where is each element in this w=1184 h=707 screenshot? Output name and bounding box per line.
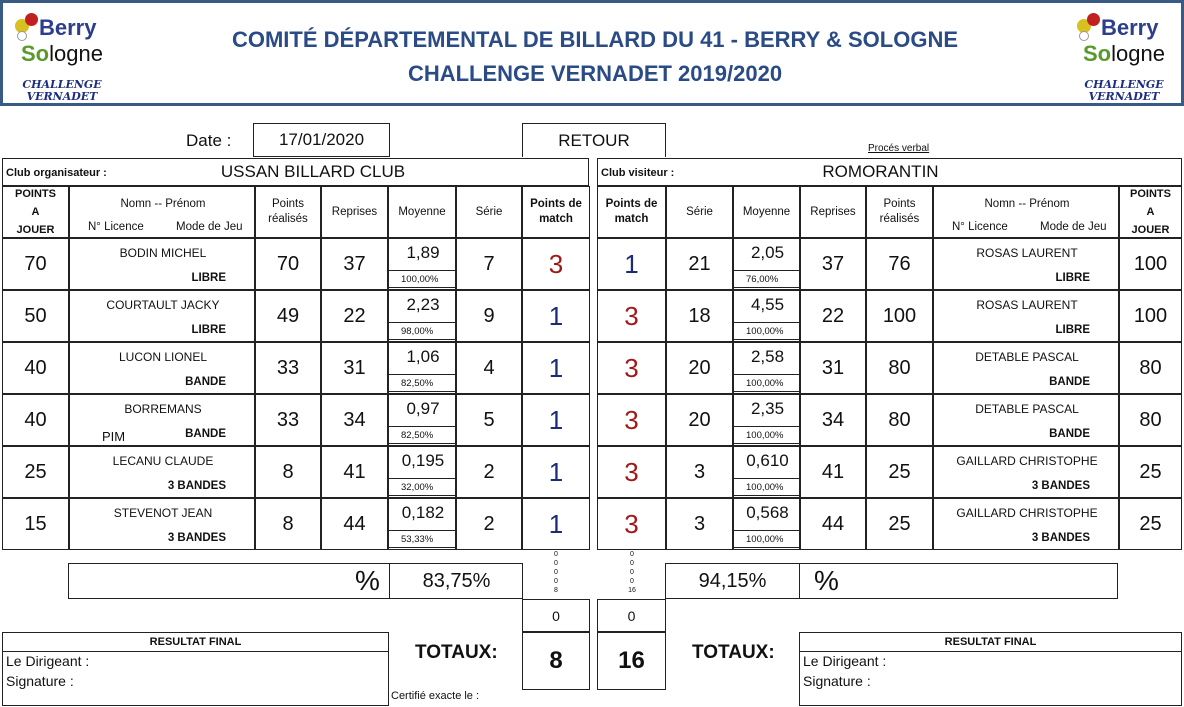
home-mini-value: 0 (554, 560, 558, 567)
visitor-moyenne-cell (733, 394, 800, 446)
home-reprises: 44 (321, 498, 388, 550)
visitor-reprises: 31 (800, 342, 866, 394)
home-serie-header: Série (456, 186, 522, 238)
home-mini-value: 0 (554, 551, 558, 558)
home-player-cell (69, 498, 255, 550)
home-player-cell (69, 290, 255, 342)
logo-berry-text: Berry (1101, 15, 1159, 40)
berry-sologne-logo-right (1069, 9, 1179, 101)
player-name: LUCON LIONEL (118, 350, 208, 364)
player-name: LECANU CLAUDE (112, 454, 214, 468)
visitor-points-match: 3 (597, 394, 666, 446)
mode-header: Mode de Jeu (176, 221, 243, 233)
visitor-points-match-header-line: match (614, 213, 649, 225)
visitor-points-a-jouer-header-line: JOUER (1131, 224, 1170, 236)
player-name: DETABLE PASCAL (975, 402, 1079, 416)
home-result-label: RESULTAT FINAL (149, 636, 242, 648)
home-reprises: 34 (321, 394, 388, 446)
visitor-points-realises: 80 (866, 342, 933, 394)
licence-header: N° Licence (88, 221, 144, 233)
visitor-totals-area (666, 632, 800, 706)
player-mode: 3 BANDES (167, 480, 226, 492)
home-moyenne-cell (388, 342, 456, 394)
player-mode: LIBRE (1055, 324, 1090, 336)
visitor-points-a-jouer: 25 (1119, 446, 1182, 498)
home-points-a-jouer: 40 (2, 394, 69, 446)
home-percent-row (68, 563, 523, 599)
home-club-name: USSAN BILLARD CLUB (220, 162, 406, 181)
moyenne-percent: 98,00% (388, 322, 456, 340)
visitor-points-match: 1 (597, 238, 666, 290)
home-points-realises: 8 (255, 446, 321, 498)
player-name: BORREMANS (124, 402, 202, 416)
moyenne-value: 0,568 (746, 503, 789, 522)
visitor-dirigeant-label: Le Dirigeant : (803, 653, 887, 669)
visitor-signature-label: Signature : (803, 673, 871, 689)
player-mode: LIBRE (1055, 272, 1090, 284)
home-points-a-jouer: 15 (2, 498, 69, 550)
home-points-a-jouer: 70 (2, 238, 69, 290)
home-points-a-jouer-header-line: A (31, 206, 40, 218)
home-reprises-header: Reprises (321, 186, 388, 238)
visitor-points-realises: 25 (866, 446, 933, 498)
moyenne-value: 0,182 (401, 503, 445, 522)
home-points-realises: 33 (255, 394, 321, 446)
home-points-match: 1 (522, 394, 590, 446)
visitor-player-cell (933, 498, 1119, 550)
player-mode: LIBRE (191, 324, 226, 336)
visitor-mini-value: 16 (628, 587, 636, 594)
visitor-points-match-header-line: Points de (605, 198, 658, 210)
home-points-a-jouer-header-line: POINTS (15, 188, 56, 200)
home-points-realises: 49 (255, 290, 321, 342)
visitor-reprises-header: Reprises (800, 186, 866, 238)
visitor-moyenne-cell (733, 290, 800, 342)
visitor-points-match: 3 (597, 498, 666, 550)
home-points-match: 1 (522, 290, 590, 342)
home-player-cell (69, 394, 255, 446)
home-total-label: TOTAUX: (415, 642, 498, 663)
logo-sologne-text: Sologne (21, 41, 103, 66)
visitor-points-realises: 76 (866, 238, 933, 290)
moyenne-percent: 32,00% (388, 478, 456, 496)
nom-prenom-header: Nomn -- Prénom (120, 198, 206, 210)
visitor-total-value: 16 (597, 632, 666, 690)
home-points-a-jouer: 50 (2, 290, 69, 342)
moyenne-value: 0,610 (746, 451, 789, 470)
moyenne-percent: 82,50% (388, 426, 456, 444)
visitor-club-row (597, 158, 1182, 186)
visitor-points-match: 3 (597, 342, 666, 394)
certifie-label: Certifié exacte le : (391, 690, 480, 702)
moyenne-value: 0,97 (406, 399, 440, 418)
visitor-club-name: ROMORANTIN (822, 162, 939, 181)
home-result-box (2, 632, 389, 706)
home-mini-value: 0 (554, 578, 558, 585)
visitor-reprises: 41 (800, 446, 866, 498)
home-moyenne-header: Moyenne (388, 186, 456, 238)
visitor-points-match: 3 (597, 290, 666, 342)
home-club-row (2, 158, 589, 186)
visitor-points-a-jouer-header-line: POINTS (1130, 188, 1171, 200)
visitor-player-cell (933, 342, 1119, 394)
visitor-points-realises: 100 (866, 290, 933, 342)
visitor-player-cell (933, 446, 1119, 498)
visitor-points-a-jouer-header (1119, 186, 1182, 238)
moyenne-percent: 100,00% (733, 322, 800, 340)
visitor-points-a-jouer: 25 (1119, 498, 1182, 550)
home-points-match: 1 (522, 446, 590, 498)
moyenne-value: 2,58 (750, 347, 785, 366)
home-dirigeant-label: Le Dirigeant : (6, 653, 90, 669)
player-name: DETABLE PASCAL (975, 350, 1079, 364)
visitor-points-realises-header (866, 186, 933, 238)
home-player-cell (69, 342, 255, 394)
home-points-realises: 33 (255, 342, 321, 394)
date-label: Date : (186, 131, 232, 150)
nom-prenom-header: Nomn -- Prénom (984, 198, 1070, 210)
visitor-points-a-jouer: 100 (1119, 238, 1182, 290)
logo-vernadet-text: VERNADET (1088, 90, 1160, 103)
home-name-header (69, 186, 255, 238)
home-moyenne-cell (388, 238, 456, 290)
visitor-moyenne-cell (733, 446, 800, 498)
home-player-cell (69, 446, 255, 498)
home-moyenne-cell (388, 290, 456, 342)
moyenne-value: 1,06 (406, 347, 440, 366)
home-reprises: 31 (321, 342, 388, 394)
licence-header: N° Licence (952, 221, 1008, 233)
visitor-reprises: 34 (800, 394, 866, 446)
moyenne-value: 2,35 (750, 399, 785, 418)
visitor-points-a-jouer: 80 (1119, 342, 1182, 394)
visitor-serie: 20 (666, 342, 733, 394)
home-mini-value: 8 (554, 587, 558, 594)
home-moyenne-cell (388, 446, 456, 498)
logo-berry-text: Berry (39, 15, 97, 40)
visitor-name-header (933, 186, 1119, 238)
home-serie: 9 (456, 290, 522, 342)
home-points-match-header (522, 186, 590, 238)
visitor-percent-row (665, 563, 1118, 599)
visitor-zero-cell: 0 (597, 599, 666, 632)
visitor-points-realises: 25 (866, 498, 933, 550)
visitor-serie: 20 (666, 394, 733, 446)
player-name: ROSAS LAURENT (976, 246, 1078, 260)
home-serie: 7 (456, 238, 522, 290)
home-points-match-header-line: match (539, 213, 573, 225)
moyenne-value: 2,23 (406, 295, 440, 314)
moyenne-percent: 100,00% (733, 530, 800, 548)
player-mode: BANDE (1049, 428, 1090, 440)
visitor-moyenne-cell (733, 342, 800, 394)
player-name: STEVENOT JEAN (113, 506, 213, 520)
visitor-player-cell (933, 238, 1119, 290)
player-mode: 3 BANDES (167, 532, 226, 544)
player-name: COURTAULT JACKY (106, 298, 220, 312)
visitor-result-box (799, 632, 1182, 706)
moyenne-value: 1,89 (406, 243, 440, 262)
logo-sologne-text: Sologne (1083, 41, 1165, 66)
visitor-result-label: RESULTAT FINAL (944, 636, 1037, 648)
visitor-mini-value: 0 (630, 569, 634, 576)
moyenne-percent: 76,00% (733, 270, 800, 288)
moyenne-percent: 100,00% (733, 374, 800, 392)
home-points-match: 1 (522, 498, 590, 550)
moyenne-percent: 100,00% (733, 478, 800, 496)
visitor-reprises: 22 (800, 290, 866, 342)
visitor-serie: 21 (666, 238, 733, 290)
title-line-1: COMITÉ DÉPARTEMENTAL DE BILLARD DU 41 - BERRY & SOLOGNE (231, 27, 959, 52)
home-points-match: 1 (522, 342, 590, 394)
home-points-a-jouer: 40 (2, 342, 69, 394)
home-points-a-jouer: 25 (2, 446, 69, 498)
home-club-label: Club organisateur : (6, 167, 107, 179)
home-reprises: 37 (321, 238, 388, 290)
home-reprises: 22 (321, 290, 388, 342)
logo-vernadet-text: VERNADET (26, 90, 98, 103)
visitor-points-match: 3 (597, 446, 666, 498)
home-serie: 2 (456, 498, 522, 550)
home-totals-area (389, 632, 522, 706)
visitor-points-a-jouer: 80 (1119, 394, 1182, 446)
visitor-player-cell (933, 394, 1119, 446)
home-serie: 4 (456, 342, 522, 394)
home-points-realises-header-line: Points (272, 198, 304, 210)
moyenne-value: 4,55 (750, 295, 785, 314)
visitor-serie: 3 (666, 446, 733, 498)
moyenne-percent: 53,33% (388, 530, 456, 548)
visitor-reprises: 37 (800, 238, 866, 290)
visitor-moyenne-header: Moyenne (733, 186, 800, 238)
home-player-cell (69, 238, 255, 290)
moyenne-percent: 82,50% (388, 374, 456, 392)
moyenne-value: 0,195 (401, 451, 445, 470)
player-mode: 3 BANDES (1031, 532, 1090, 544)
home-total-value: 8 (522, 632, 590, 690)
home-serie: 5 (456, 394, 522, 446)
proces-verbal-link[interactable]: Procés verbal (868, 143, 930, 154)
visitor-mini-value: 0 (630, 560, 634, 567)
home-mini-value: 0 (554, 569, 558, 576)
visitor-percent-symbol: % (814, 565, 839, 596)
visitor-total-label: TOTAUX: (692, 642, 775, 663)
berry-sologne-logo-left (7, 9, 117, 101)
player-mode: LIBRE (191, 272, 226, 284)
visitor-points-realises: 80 (866, 394, 933, 446)
visitor-percent-value: 94,15% (666, 564, 800, 598)
visitor-player-cell (933, 290, 1119, 342)
date-value: 17/01/2020 (253, 123, 390, 157)
home-points-realises-header-line: réalisés (268, 213, 308, 225)
home-moyenne-cell (388, 498, 456, 550)
home-moyenne-cell (388, 394, 456, 446)
visitor-serie-header: Série (666, 186, 733, 238)
home-points-realises: 8 (255, 498, 321, 550)
player-mode: BANDE (185, 428, 226, 440)
mode-header: Mode de Jeu (1040, 221, 1107, 233)
player-name: GAILLARD CHRISTOPHE (956, 454, 1098, 468)
player-mode: BANDE (1049, 376, 1090, 388)
logo-challenge-text: CHALLENGE (1084, 78, 1164, 91)
visitor-points-realises-header-line: réalisés (879, 213, 920, 225)
player-name: ROSAS LAURENT (976, 298, 1078, 312)
visitor-points-a-jouer: 100 (1119, 290, 1182, 342)
visitor-mini-value: 0 (630, 551, 634, 558)
home-points-realises-header (255, 186, 321, 238)
home-points-match-header-line: Points de (530, 198, 582, 210)
home-serie: 2 (456, 446, 522, 498)
home-reprises: 41 (321, 446, 388, 498)
moyenne-percent: 100,00% (388, 270, 456, 288)
visitor-moyenne-cell (733, 238, 800, 290)
visitor-reprises: 44 (800, 498, 866, 550)
player-mode: 3 BANDES (1031, 480, 1090, 492)
page-header (0, 0, 1184, 106)
moyenne-percent: 100,00% (733, 426, 800, 444)
visitor-mini-value: 0 (630, 578, 634, 585)
home-points-a-jouer-header (2, 186, 69, 238)
visitor-points-realises-header-line: Points (883, 198, 916, 210)
leg-label: RETOUR (522, 123, 666, 157)
home-points-match: 3 (522, 238, 590, 290)
moyenne-value: 2,05 (750, 243, 785, 262)
player-name: BODIN MICHEL (119, 246, 207, 260)
visitor-points-match-header (597, 186, 666, 238)
home-percent-symbol: % (355, 565, 380, 596)
player-mode: BANDE (185, 376, 226, 388)
home-points-a-jouer-header-line: JOUER (16, 224, 55, 236)
home-points-realises: 70 (255, 238, 321, 290)
visitor-club-label: Club visiteur : (601, 167, 675, 179)
home-zero-cell: 0 (522, 599, 590, 632)
player-name: GAILLARD CHRISTOPHE (956, 506, 1098, 520)
logo-challenge-text: CHALLENGE (22, 78, 102, 91)
visitor-moyenne-cell (733, 498, 800, 550)
visitor-serie: 3 (666, 498, 733, 550)
title-line-2: CHALLENGE VERNADET 2019/2020 (407, 61, 783, 86)
visitor-points-a-jouer-header-line: A (1146, 206, 1155, 218)
player-licence: PIM (102, 429, 126, 444)
home-signature-label: Signature : (6, 673, 74, 689)
home-percent-value: 83,75% (389, 564, 523, 598)
visitor-serie: 18 (666, 290, 733, 342)
